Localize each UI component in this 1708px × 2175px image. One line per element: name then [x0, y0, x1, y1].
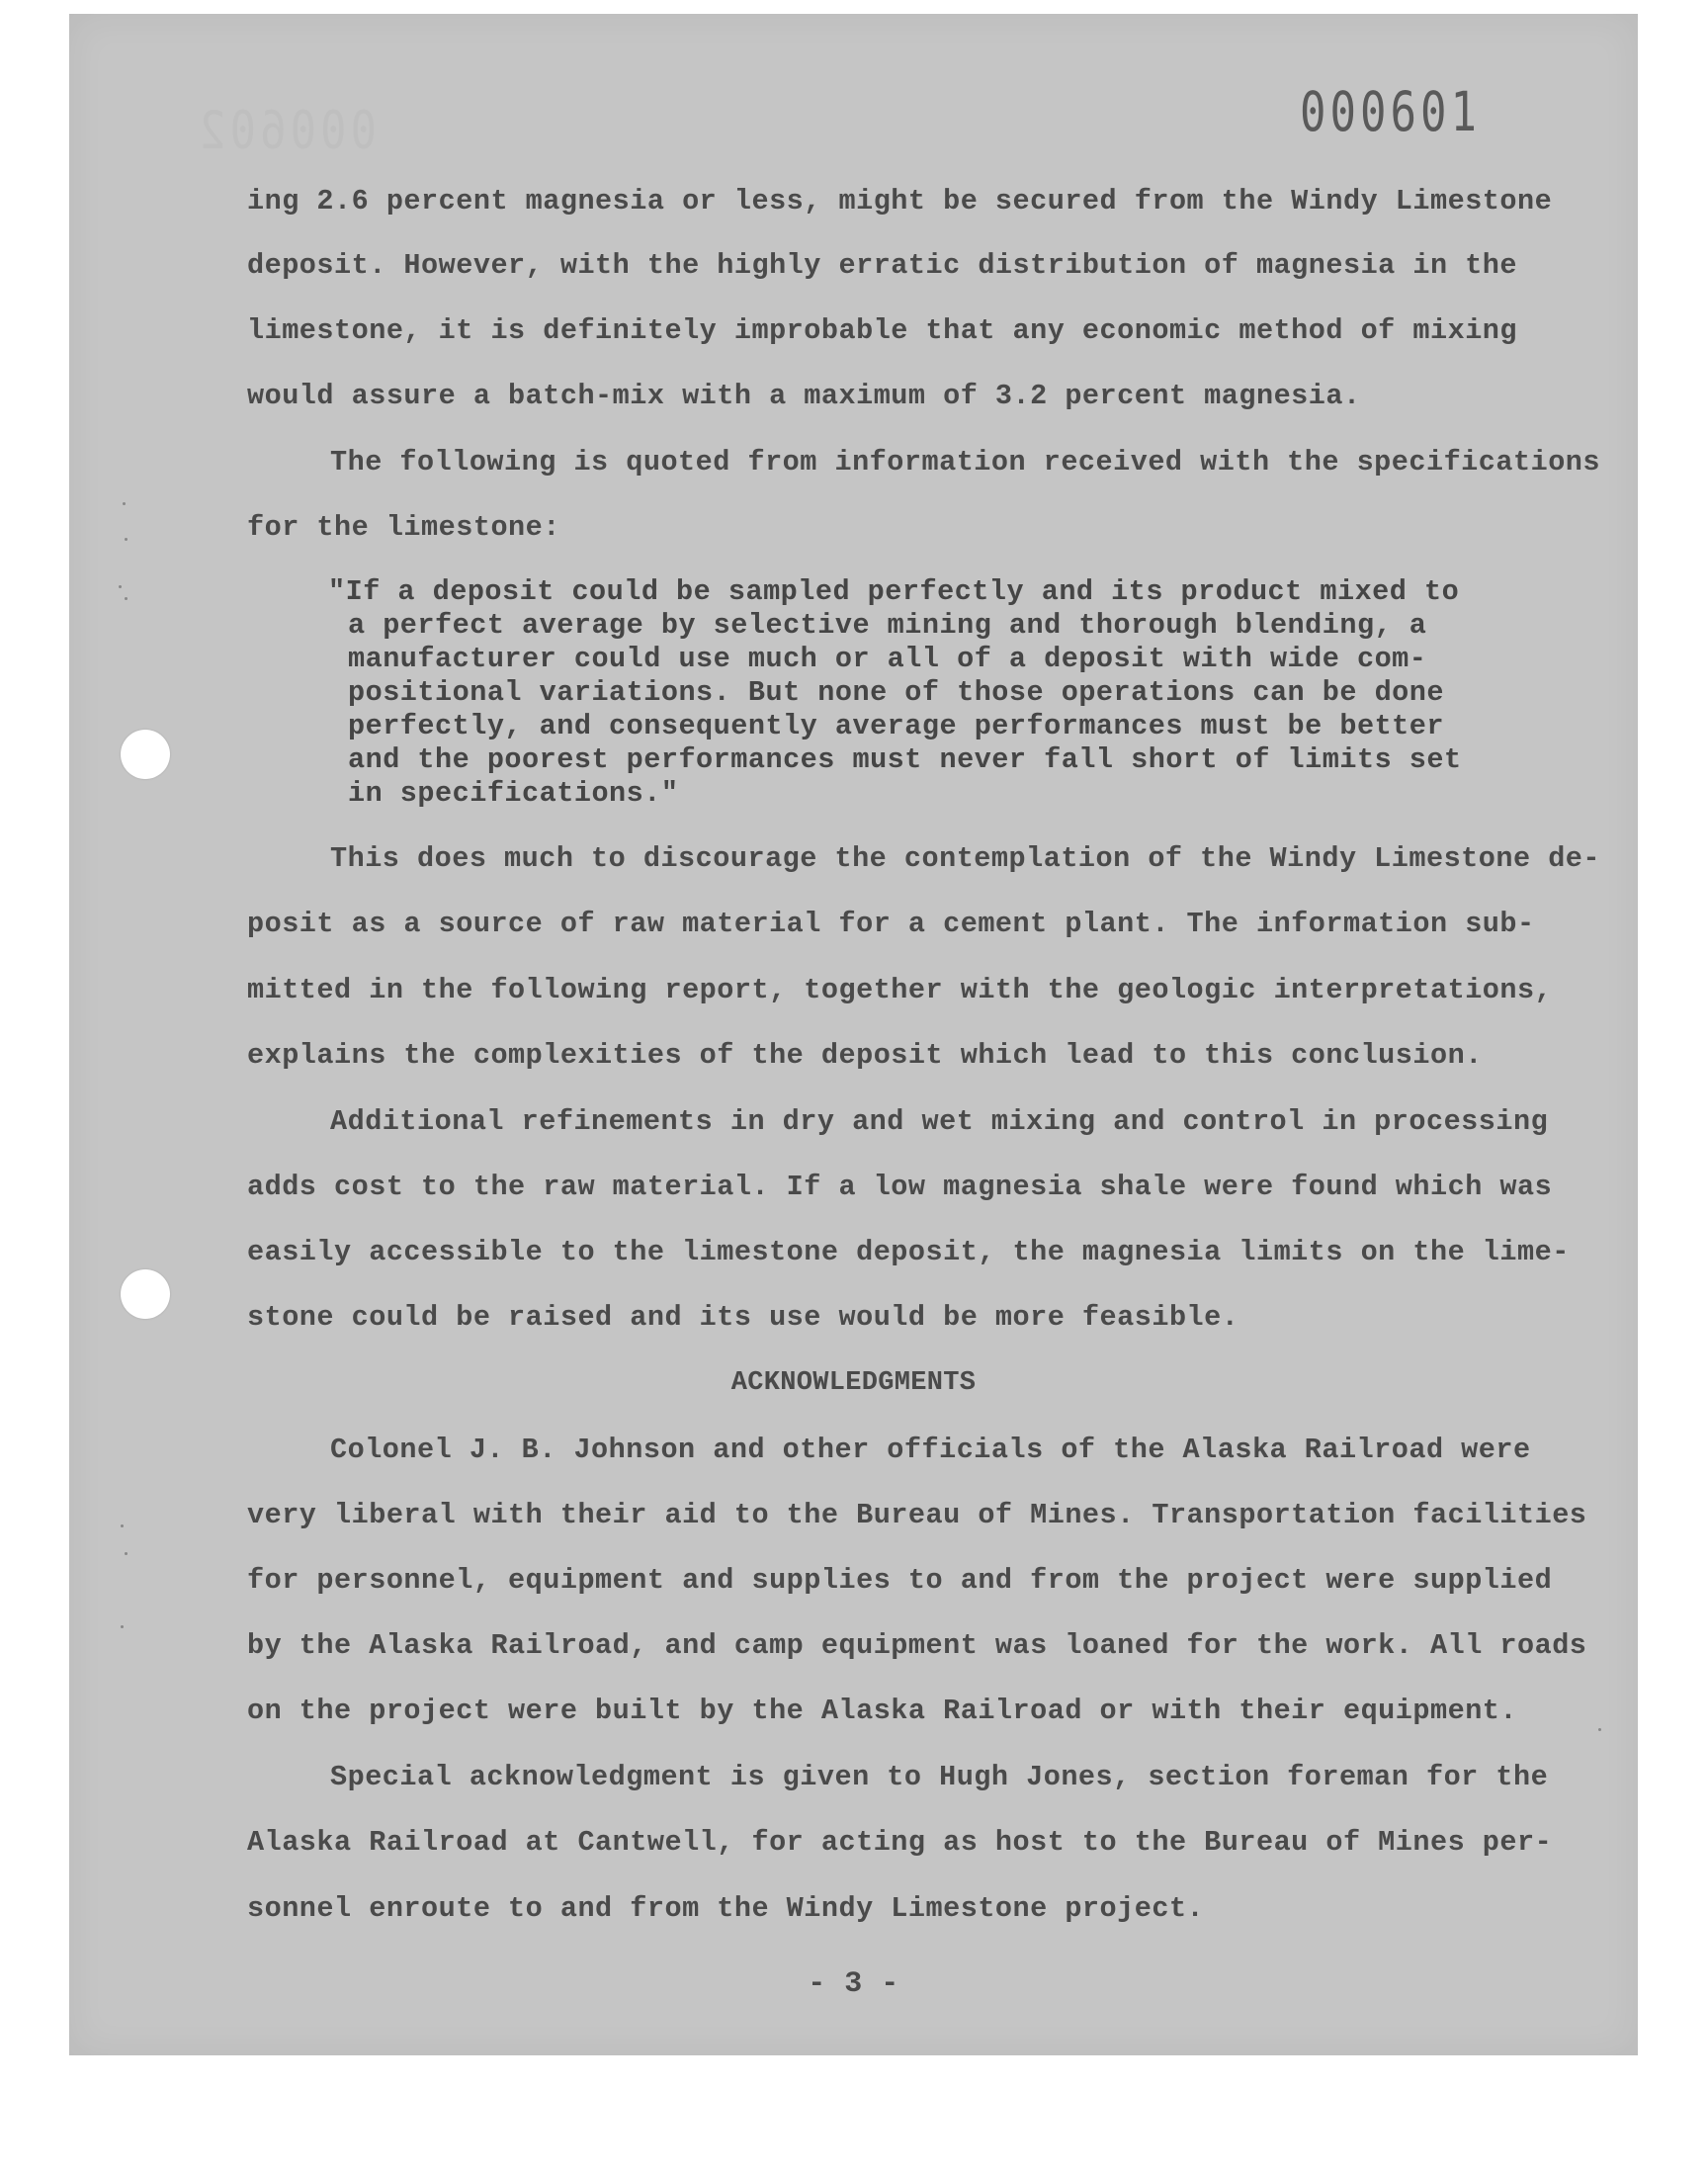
body-line: The following is quoted from information received with the specifications [330, 446, 1601, 478]
body-line: easily accessible to the limestone deposit, the magnesia limits on the lime- [247, 1236, 1570, 1268]
quote-line: perfectly, and consequently average performances must be better [348, 710, 1444, 742]
body-line: This does much to discourage the contemplation of the Windy Limestone de- [330, 842, 1601, 875]
body-line: for the limestone: [247, 511, 560, 544]
mirrored-document-number: 000602 [196, 100, 377, 162]
body-line: mitted in the following report, together with the geologic interpretations, [247, 974, 1553, 1006]
scan-speck [125, 1552, 128, 1555]
scan-speck [121, 1625, 124, 1628]
scan-speck [125, 597, 128, 600]
document-number: 000601 [1300, 81, 1481, 144]
body-line: adds cost to the raw material. If a low magnesia shale were found which was [247, 1171, 1553, 1203]
body-line: Special acknowledgment is given to Hugh Jones, section foreman for the [330, 1761, 1549, 1793]
quote-line: "If a deposit could be sampled perfectly and its product mixed to [328, 575, 1460, 608]
quote-line: manufacturer could use much or all of a deposit with wide com- [348, 643, 1427, 675]
body-line: Additional refinements in dry and wet mixing and control in processing [330, 1105, 1549, 1138]
body-line: Alaska Railroad at Cantwell, for acting as host to the Bureau of Mines per- [247, 1826, 1553, 1859]
body-line: by the Alaska Railroad, and camp equipment was loaned for the work. All roads [247, 1629, 1587, 1662]
section-heading: ACKNOWLEDGMENTS [730, 1368, 977, 1398]
page-number: - 3 - [808, 1967, 899, 2001]
scan-speck [125, 538, 128, 541]
quote-line: in specifications." [348, 777, 679, 810]
punch-hole-lower [121, 1269, 170, 1319]
scan-speck [119, 585, 122, 588]
punch-hole-upper [121, 730, 170, 779]
body-line: very liberal with their aid to the Bureau of Mines. Transportation facilities [247, 1499, 1587, 1531]
quote-line: a perfect average by selective mining and thorough blending, a [348, 609, 1427, 642]
body-line: stone could be raised and its use would be more feasible. [247, 1301, 1239, 1334]
scanned-page [69, 14, 1638, 2055]
body-line: explains the complexities of the deposit which lead to this conclusion. [247, 1039, 1483, 1072]
body-line: Colonel J. B. Johnson and other officials of the Alaska Railroad were [330, 1434, 1531, 1466]
body-line: limestone, it is definitely improbable that any economic method of mixing [247, 314, 1518, 347]
scan-speck [123, 502, 126, 505]
body-line: would assure a batch-mix with a maximum of 3.2 percent magnesia. [247, 380, 1361, 412]
body-line: for personnel, equipment and supplies to and from the project were supplied [247, 1564, 1553, 1597]
body-line: on the project were built by the Alaska Railroad or with their equipment. [247, 1695, 1518, 1727]
quote-line: positional variations. But none of those operations can be done [348, 676, 1444, 709]
scan-speck [1598, 1728, 1601, 1731]
body-line: deposit. However, with the highly erratic distribution of magnesia in the [247, 249, 1518, 282]
quote-line: and the poorest performances must never fall short of limits set [348, 743, 1462, 776]
body-line: posit as a source of raw material for a cement plant. The information sub- [247, 908, 1535, 940]
body-line: sonnel enroute to and from the Windy Limestone project. [247, 1892, 1205, 1925]
body-line: ing 2.6 percent magnesia or less, might be secured from the Windy Limestone [247, 185, 1553, 218]
scan-speck [121, 1524, 124, 1527]
